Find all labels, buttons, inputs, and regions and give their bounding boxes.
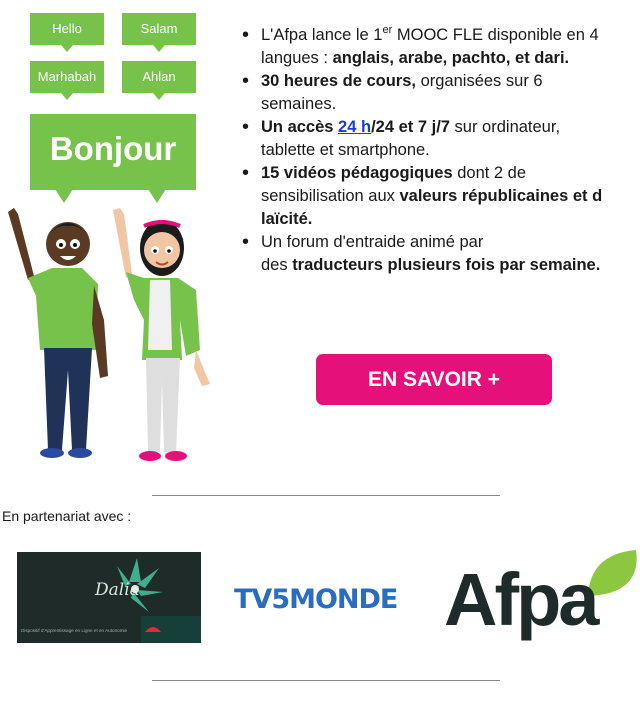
b4-line3: laïcité. <box>261 210 313 228</box>
b3-bold2: /24 et 7 j/7 <box>371 118 450 136</box>
b4-line2b: valeurs républicaines et d <box>399 187 603 205</box>
b4-line2a: sensibilisation aux <box>261 187 400 205</box>
b1-mid: MOOC FLE disponible en 4 <box>392 26 599 44</box>
man-figure <box>8 208 108 458</box>
divider-top <box>152 495 500 496</box>
tv5monde-logo[interactable]: TV5MONDE <box>234 584 398 615</box>
list-item <box>242 162 640 231</box>
list-item <box>242 70 640 116</box>
dalia-tagline: Dispositif d'Apprentissage en Ligne et en Autonomie <box>21 628 128 633</box>
b5-line2a: des <box>261 256 293 274</box>
bubble-bonjour-text: Bonjour <box>49 130 177 167</box>
b4-rest: dont 2 de <box>452 164 527 182</box>
bubble-salam <box>122 13 196 45</box>
woman-figure <box>113 208 210 461</box>
b3-line2: tablette et smartphone. <box>261 141 430 159</box>
b5-line1: Un forum d'entraide animé par <box>261 233 484 251</box>
b1-line2b: anglais, arabe, pachto, et dari. <box>332 49 570 67</box>
en-savoir-plus-button[interactable]: EN SAVOIR + <box>316 354 552 405</box>
bubble-hello <box>30 13 104 45</box>
bubble-marhabah-text: Marhabah <box>37 69 97 84</box>
b4-bold: 15 vidéos pédagogiques <box>261 164 453 182</box>
bubble-hello-text: Hello <box>52 21 82 36</box>
b3-rest: sur ordinateur, <box>449 118 561 136</box>
list-item <box>242 231 640 277</box>
b1-line2a: langues : <box>261 49 333 67</box>
b1-sup: er <box>382 24 393 36</box>
bubble-ahlan-text: Ahlan <box>142 69 176 84</box>
b5-line2b: traducteurs plusieurs fois par semaine. <box>292 256 601 274</box>
characters-illustration <box>0 200 225 470</box>
24h-link[interactable]: 24 h <box>338 118 372 136</box>
bubble-ahlan <box>122 61 196 93</box>
partner-label: En partenariat avec : <box>2 508 132 524</box>
list-item <box>242 24 640 70</box>
afpa-logo[interactable]: Afpa <box>444 558 597 641</box>
b2-bold: 30 heures de cours, <box>261 72 416 90</box>
b3-bold1: Un accès <box>261 118 339 136</box>
b1-pre: L'Afpa lance le 1 <box>261 26 383 44</box>
bubble-salam-text: Salam <box>140 21 178 36</box>
b2-line2: semaines. <box>261 95 337 113</box>
feature-list <box>242 24 640 277</box>
b2-rest: organisées sur 6 <box>416 72 543 90</box>
dalia-logo[interactable] <box>17 552 201 643</box>
dalia-wordmark: Dalia <box>95 580 140 600</box>
bubble-marhabah <box>30 61 104 93</box>
bubble-bonjour <box>30 114 196 190</box>
divider-bottom <box>152 680 500 681</box>
list-item <box>242 116 640 162</box>
